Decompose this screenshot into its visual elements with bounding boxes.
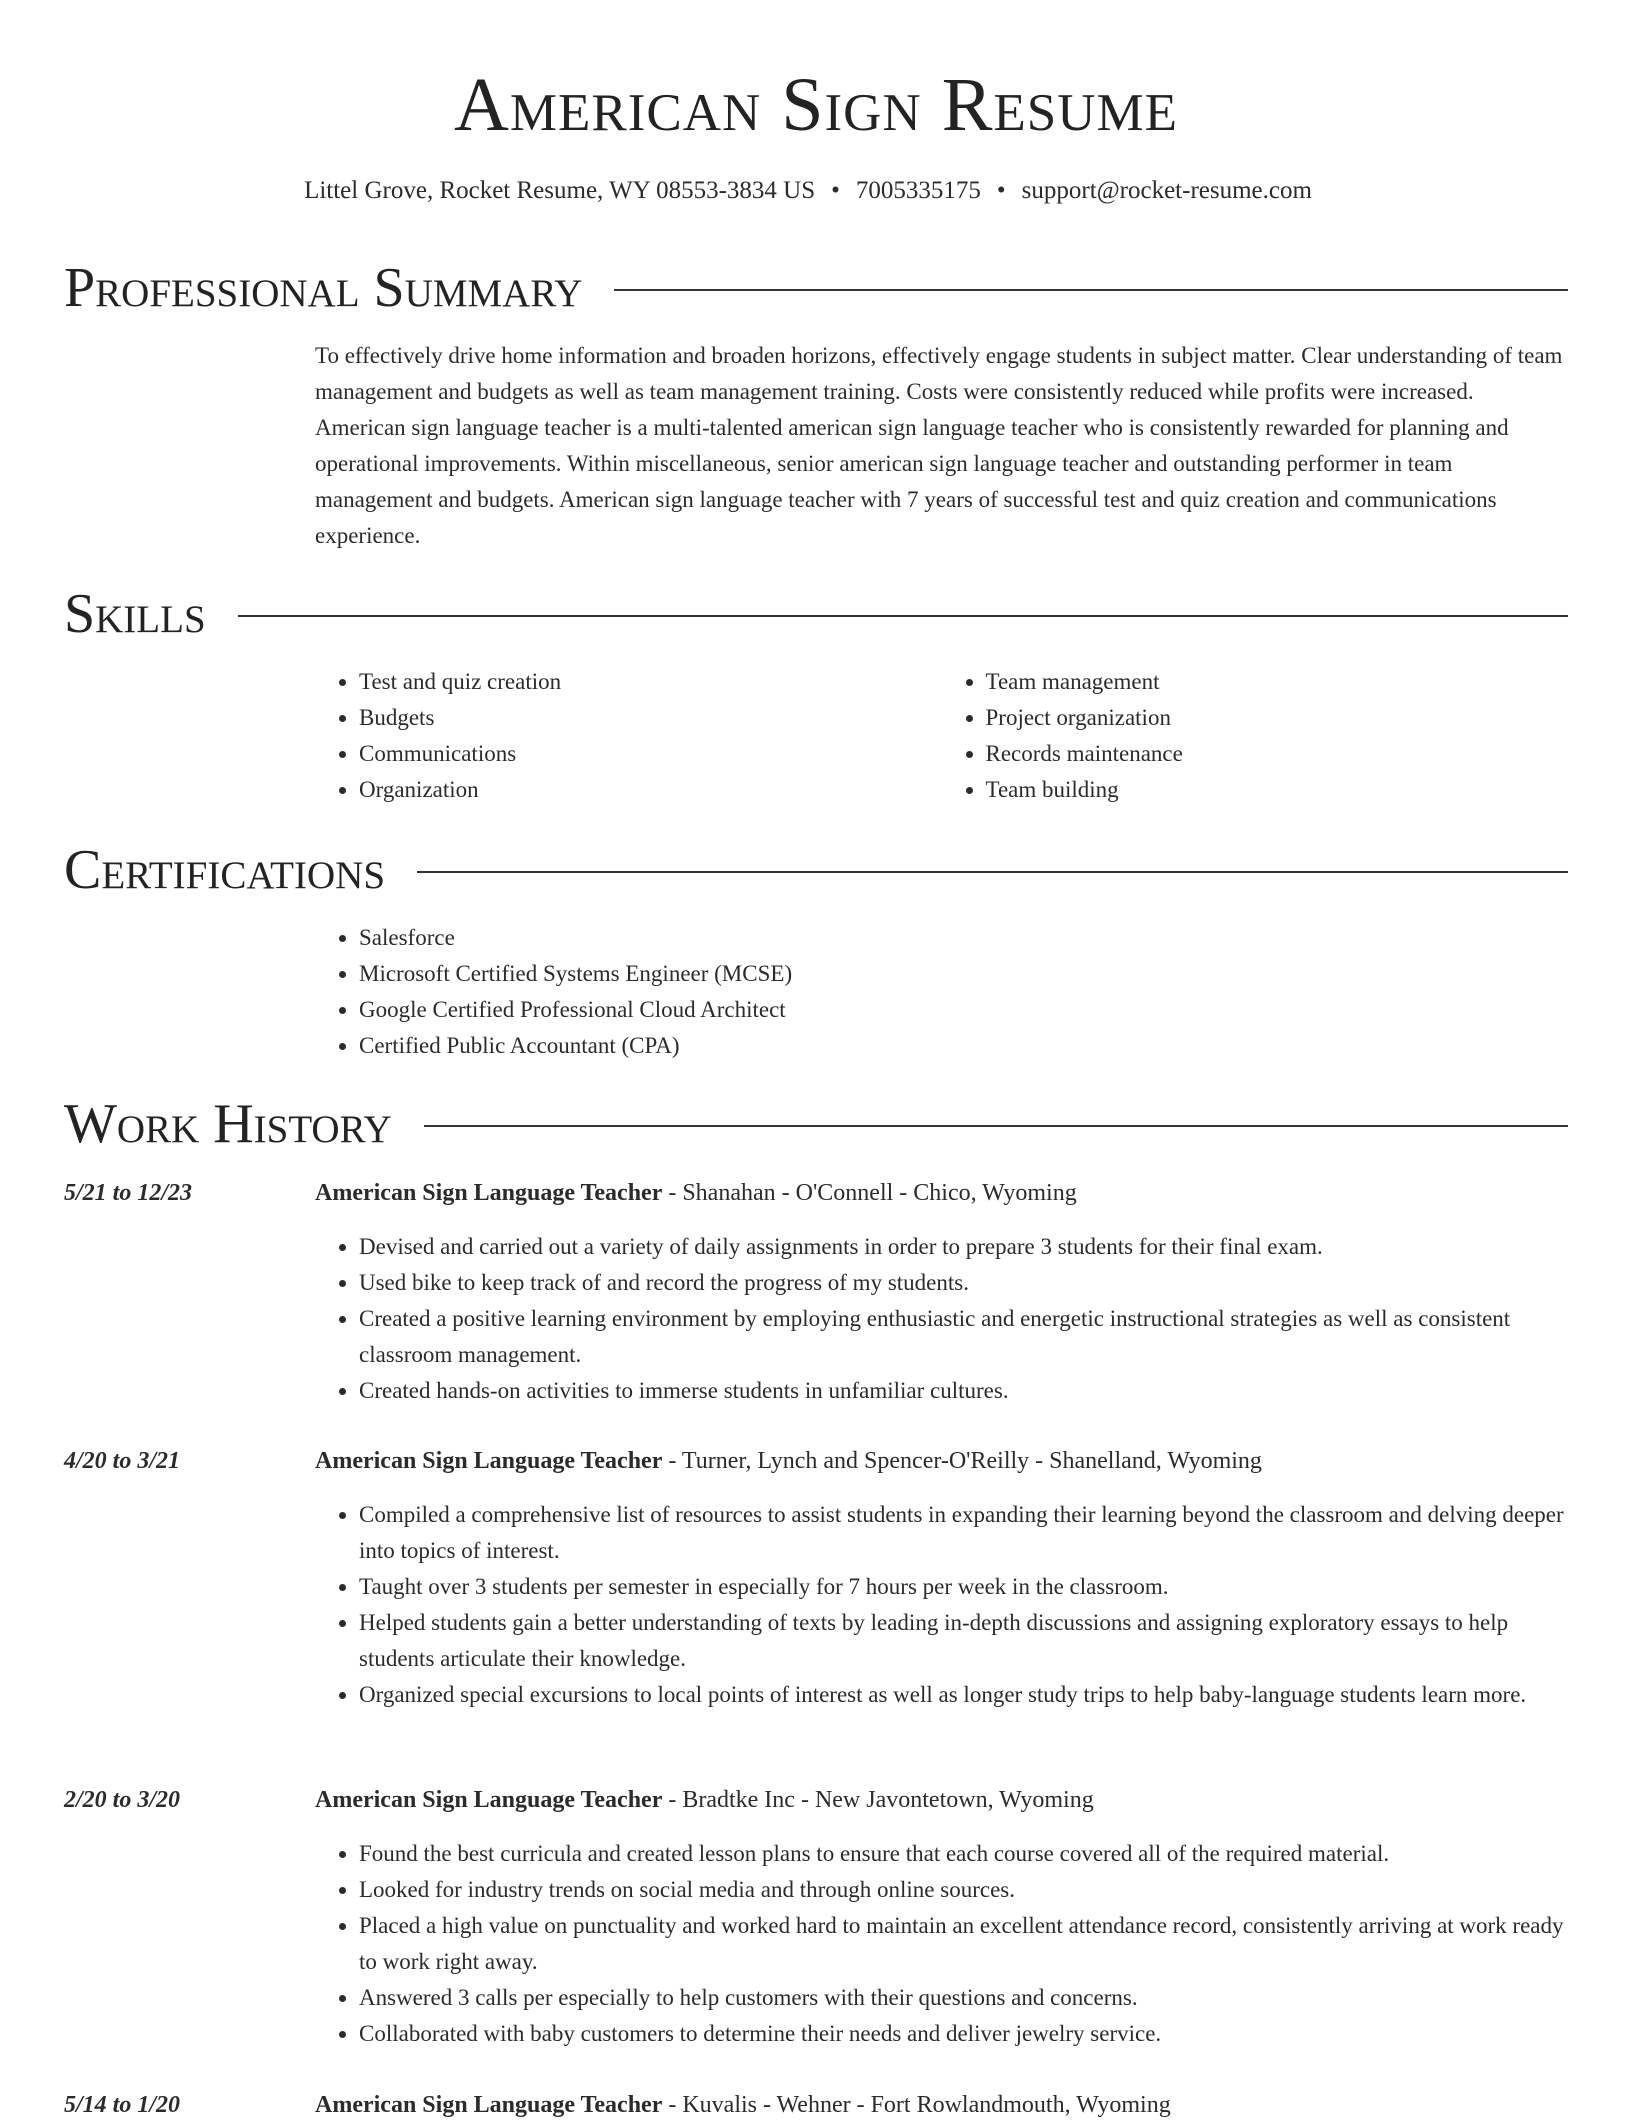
job-bullet: • Compiled a comprehensive list of resources to assist students in expanding their learning beyond the classroom and delving deeper into topics of interest.	[359, 1497, 1568, 1569]
skill-item: • Communications	[359, 736, 942, 772]
job-bullet: • Organized special excursions to local points of interest as well as longer study trips to help baby-language students learn more.	[359, 1677, 1568, 1713]
job-employer: - Bradtke Inc - New Javontetown, Wyoming	[662, 1787, 1094, 1813]
certifications-heading: Certifications	[64, 839, 386, 901]
job-bullet: • Found the best curricula and created lesson plans to ensure that each course covered all of the required material.	[359, 1836, 1568, 1872]
section-divider	[614, 289, 1568, 291]
job-bullet: • Created hands-on activities to immerse students in unfamiliar cultures.	[359, 1373, 1568, 1409]
contact-phone: 7005335175	[855, 177, 981, 204]
certifications-list	[315, 920, 1568, 1064]
certification-item: • Certified Public Accountant (CPA)	[359, 1028, 1568, 1064]
summary-heading: Professional Summary	[64, 257, 583, 319]
summary-section-header	[64, 256, 1568, 320]
section-divider	[238, 615, 1568, 617]
job-bullet: • Answered 3 calls per especially to help customers with their questions and concerns.	[359, 1980, 1568, 2016]
contact-address: Littel Grove, Rocket Resume, WY 08553-3834 US	[304, 177, 816, 204]
job-bullet: • Placed a high value on punctuality and worked hard to maintain an excellent attendance record, consistently arriving at work ready to work right away.	[359, 1908, 1568, 1980]
job-date: 5/21 to 12/23	[64, 1180, 193, 1206]
job-date: 5/14 to 1/20	[64, 2092, 181, 2118]
job-title-line	[315, 2087, 1568, 2123]
job-role: American Sign Language Teacher	[315, 2092, 663, 2118]
job-employer: - Kuvalis - Wehner - Fort Rowlandmouth, Wyoming	[662, 2092, 1171, 2118]
work-history-heading: Work History	[64, 1093, 392, 1155]
certifications-list-wrapper	[315, 920, 1568, 1064]
skills-list	[315, 664, 1568, 808]
job-role: American Sign Language Teacher	[315, 1787, 663, 1813]
job-bullet: • Used bike to keep track of and record the progress of my students.	[359, 1265, 1568, 1301]
certifications-section-header	[64, 838, 1568, 902]
certification-item: • Microsoft Certified Systems Engineer (MCSE)	[359, 956, 1568, 992]
skill-item: • Organization	[359, 772, 942, 808]
job-bullet: • Helped students gain a better understanding of texts by leading in-depth discussions and assigning exploratory essays to help students articulate their knowledge.	[359, 1605, 1568, 1677]
job-role: American Sign Language Teacher	[315, 1448, 663, 1474]
skill-item: • Budgets	[359, 700, 942, 736]
job-employer: - Turner, Lynch and Spencer-O'Reilly - Shanelland, Wyoming	[662, 1448, 1262, 1474]
job-title-line	[315, 1782, 1568, 1818]
job-role: American Sign Language Teacher	[315, 1180, 663, 1206]
job-title-line	[315, 1443, 1568, 1479]
certification-item: • Salesforce	[359, 920, 1568, 956]
skills-section-header	[64, 582, 1568, 646]
skill-item: • Test and quiz creation	[359, 664, 942, 700]
job-bullets	[315, 1229, 1568, 1409]
skill-item: • Records maintenance	[986, 736, 1569, 772]
job-employer: - Shanahan - O'Connell - Chico, Wyoming	[662, 1180, 1077, 1206]
skill-item: • Project organization	[986, 700, 1569, 736]
job-date: 4/20 to 3/21	[64, 1448, 181, 1474]
skill-item: • Team building	[986, 772, 1569, 808]
job-bullet: • Created a positive learning environment by employing enthusiastic and energetic instructional strategies as well as consistent classroom management.	[359, 1301, 1568, 1373]
contact-separator: •	[996, 177, 1006, 204]
skills-heading: Skills	[64, 583, 206, 645]
resume-name: American Sign Resume	[453, 63, 1179, 147]
job-bullet: • Collaborated with baby customers to determine their needs and deliver jewelry service.	[359, 2016, 1568, 2052]
skills-column-left	[315, 664, 942, 808]
job-bullets	[315, 1836, 1568, 2052]
certification-item: • Google Certified Professional Cloud Architect	[359, 992, 1568, 1028]
job-bullet: • Looked for industry trends on social media and through online sources.	[359, 1872, 1568, 1908]
job-title-line	[315, 1175, 1568, 1211]
skills-column-right	[942, 664, 1569, 808]
section-divider	[417, 871, 1568, 873]
section-divider	[424, 1125, 1568, 1127]
job-bullet: • Taught over 3 students per semester in especially for 7 hours per week in the classroom.	[359, 1569, 1568, 1605]
job-date: 2/20 to 3/20	[64, 1787, 181, 1813]
job-bullet: • Devised and carried out a variety of daily assignments in order to prepare 3 students for their final exam.	[359, 1229, 1568, 1265]
skill-item: • Team management	[986, 664, 1569, 700]
work-history-section-header	[64, 1092, 1568, 1156]
job-bullets	[315, 1497, 1568, 1713]
contact-email: support@rocket-resume.com	[1021, 177, 1312, 204]
contact-separator: •	[831, 177, 840, 204]
contact-line	[0, 174, 1616, 208]
summary-text: To effectively drive home information and broaden horizons, effectively engage students in subject matter. Clear understanding of team management and budgets as well as team management training. Costs were consistently reduced while profits were increased. American sign language teacher is a multi-talented american sign language teacher who is consistently rewarded for planning and operational improvements. Within miscellaneous, senior american sign language teacher and outstanding performer in team management and budgets. American sign language teacher with 7 years of successful test and quiz creation and communications experience.	[315, 343, 1563, 548]
